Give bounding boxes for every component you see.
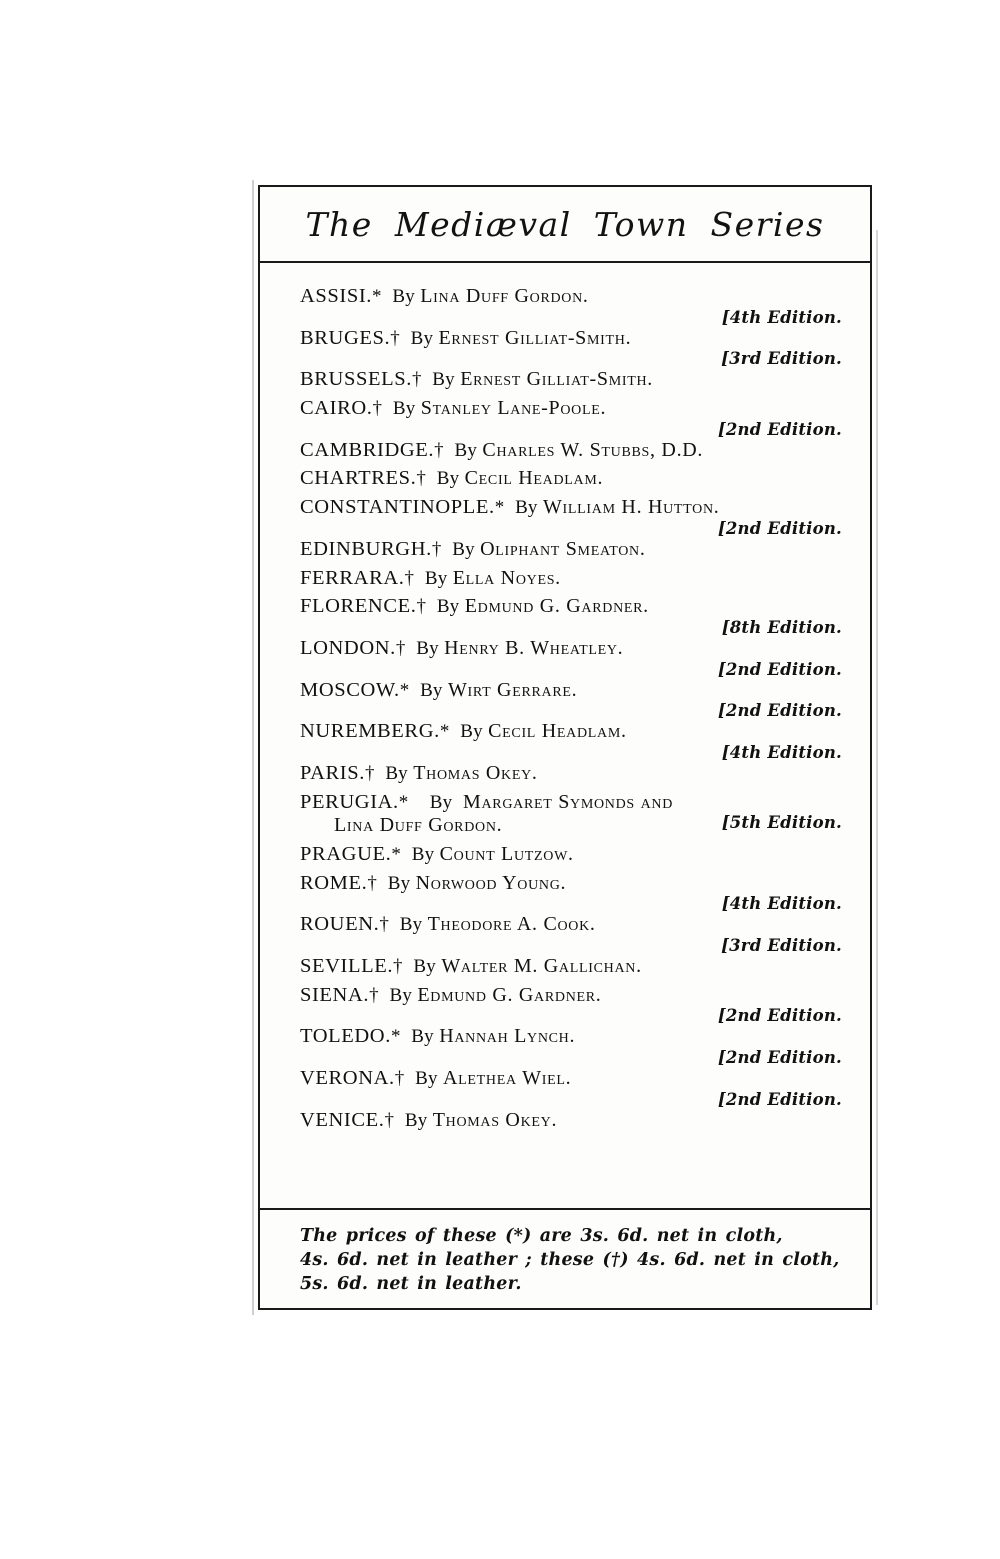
by-label: By bbox=[436, 596, 460, 618]
city-name: CHARTRES. bbox=[300, 467, 417, 490]
list-item bbox=[300, 565, 844, 592]
page-title-band bbox=[260, 187, 870, 263]
author-name: Thomas Okey. bbox=[432, 1108, 558, 1131]
by-label: By bbox=[420, 679, 443, 701]
by-label: By bbox=[424, 567, 448, 589]
by-label: By bbox=[515, 497, 538, 519]
by-label: By bbox=[389, 984, 413, 1006]
city-name: SEVILLE. bbox=[300, 955, 394, 978]
price-mark: † bbox=[416, 468, 427, 490]
by-label: By bbox=[429, 791, 453, 813]
author-name: Charles W. Stubbs, D.D. bbox=[482, 438, 704, 461]
edition-note: [4th Edition. bbox=[721, 894, 842, 914]
list-item bbox=[300, 718, 844, 762]
author-name: Margaret Symonds and bbox=[463, 790, 674, 813]
footnote-line-3: 5s. 6d. net in leather. bbox=[300, 1273, 522, 1294]
list-item bbox=[300, 953, 844, 980]
list-item bbox=[300, 789, 844, 839]
author-name: Thomas Okey. bbox=[413, 761, 538, 784]
price-mark: † bbox=[411, 369, 422, 391]
edition-note: [2nd Edition. bbox=[717, 419, 842, 439]
author-name: Count Lutzow. bbox=[439, 842, 574, 865]
by-label: By bbox=[385, 762, 408, 784]
list-item bbox=[300, 395, 844, 439]
city-name: VERONA. bbox=[300, 1067, 395, 1090]
price-mark: † bbox=[434, 439, 444, 461]
series-list bbox=[260, 263, 870, 1143]
list-item bbox=[300, 760, 844, 787]
city-name: CONSTANTINOPLE. bbox=[300, 496, 495, 519]
price-mark: * bbox=[399, 679, 410, 701]
price-mark: † bbox=[379, 914, 390, 936]
author-name: Theodore A. Cook. bbox=[427, 913, 596, 936]
scan-edge-right bbox=[876, 230, 878, 1305]
author-name: Oliphant Smeaton. bbox=[480, 537, 646, 560]
city-name: EDINBURGH. bbox=[300, 537, 432, 560]
author-name: Alethea Wiel. bbox=[443, 1067, 572, 1090]
by-label: By bbox=[452, 538, 475, 560]
list-item bbox=[300, 366, 844, 393]
list-item bbox=[300, 325, 844, 369]
city-name: BRUSSELS. bbox=[300, 368, 412, 391]
by-label: By bbox=[454, 439, 478, 461]
list-item bbox=[300, 465, 844, 492]
city-name: PERUGIA. bbox=[300, 790, 399, 813]
price-mark: * bbox=[372, 286, 382, 307]
author-name: Edmund G. Gardner. bbox=[464, 595, 649, 618]
author-name: Ernest Gilliat-Smith. bbox=[460, 368, 653, 391]
by-label: By bbox=[410, 327, 434, 349]
city-name: CAIRO. bbox=[300, 397, 373, 420]
by-label: By bbox=[411, 843, 435, 865]
list-item bbox=[300, 1065, 844, 1109]
list-item bbox=[300, 283, 844, 327]
footnote-line-1: The prices of these (*) are 3s. 6d. net in cloth, bbox=[300, 1225, 783, 1246]
city-name: FLORENCE. bbox=[300, 595, 417, 618]
edition-note: [2nd Edition. bbox=[717, 518, 842, 538]
list-item bbox=[300, 870, 844, 914]
book-page bbox=[258, 185, 872, 1310]
city-name: FERRARA. bbox=[300, 566, 405, 589]
scan-edge-left bbox=[252, 180, 254, 1315]
city-name: PARIS. bbox=[300, 761, 365, 784]
price-footnote bbox=[260, 1208, 870, 1308]
city-name: LONDON. bbox=[300, 636, 396, 659]
price-mark: * bbox=[494, 497, 505, 519]
list-item bbox=[300, 841, 844, 868]
city-name: ROUEN. bbox=[300, 913, 380, 936]
list-item bbox=[300, 437, 844, 464]
author-name-continued: Lina Duff Gordon. bbox=[334, 814, 503, 837]
list-item bbox=[300, 982, 844, 1026]
list-item bbox=[300, 635, 844, 679]
by-label: By bbox=[432, 369, 455, 391]
author-name: Henry B. Wheatley. bbox=[444, 636, 624, 659]
price-mark: † bbox=[384, 1109, 395, 1131]
by-label: By bbox=[416, 637, 439, 659]
by-label: By bbox=[436, 468, 460, 490]
edition-note: [2nd Edition. bbox=[717, 701, 842, 721]
edition-note: [3rd Edition. bbox=[721, 349, 842, 369]
edition-note: [4th Edition. bbox=[721, 307, 842, 327]
price-mark: * bbox=[398, 791, 409, 813]
city-name: PRAGUE. bbox=[300, 842, 392, 865]
list-item bbox=[300, 1107, 844, 1134]
list-item bbox=[300, 494, 844, 538]
author-name: Cecil Headlam. bbox=[464, 467, 604, 490]
edition-note: [2nd Edition. bbox=[717, 1006, 842, 1026]
city-name: MOSCOW. bbox=[300, 678, 400, 701]
price-mark: † bbox=[367, 872, 378, 894]
city-name: TOLEDO. bbox=[300, 1025, 391, 1048]
list-item bbox=[300, 1023, 844, 1067]
by-label: By bbox=[392, 398, 416, 420]
city-name: VENICE. bbox=[300, 1108, 385, 1131]
by-label: By bbox=[411, 1026, 434, 1048]
edition-note: [2nd Edition. bbox=[717, 1089, 842, 1109]
page-title: The Mediæval Town Series bbox=[305, 204, 825, 244]
list-item bbox=[300, 911, 844, 955]
edition-note: [4th Edition. bbox=[721, 742, 842, 762]
footnote-line-2: 4s. 6d. net in leather ; these (†) 4s. 6d. net in cloth, bbox=[300, 1249, 840, 1270]
author-name: Walter M. Gallichan. bbox=[441, 955, 642, 978]
price-mark: † bbox=[369, 984, 379, 1006]
city-name: SIENA. bbox=[300, 983, 370, 1006]
author-name: Edmund G. Gardner. bbox=[417, 983, 602, 1006]
list-item bbox=[300, 593, 844, 637]
by-label: By bbox=[404, 1109, 428, 1131]
price-mark: * bbox=[391, 843, 402, 865]
author-name: Hannah Lynch. bbox=[439, 1025, 576, 1048]
price-mark: † bbox=[390, 327, 400, 349]
price-mark: † bbox=[416, 596, 427, 618]
by-label: By bbox=[460, 721, 483, 743]
author-name: Ernest Gilliat-Smith. bbox=[438, 326, 632, 349]
price-mark: † bbox=[393, 956, 403, 978]
author-name: Ella Noyes. bbox=[452, 566, 561, 589]
city-name: ROME. bbox=[300, 871, 368, 894]
city-name: ASSISI. bbox=[300, 285, 372, 307]
author-name: Cecil Headlam. bbox=[488, 720, 627, 743]
list-item bbox=[300, 536, 844, 563]
by-label: By bbox=[415, 1068, 438, 1090]
by-label: By bbox=[399, 914, 423, 936]
by-label: By bbox=[392, 286, 415, 307]
city-name: BRUGES. bbox=[300, 326, 391, 349]
edition-note: [5th Edition. bbox=[721, 813, 842, 833]
list-item bbox=[300, 677, 844, 721]
price-mark: † bbox=[372, 398, 383, 420]
price-mark: * bbox=[439, 721, 450, 743]
author-name: Wirt Gerrare. bbox=[447, 678, 578, 701]
author-name: Stanley Lane-Poole. bbox=[420, 397, 607, 420]
by-label: By bbox=[413, 956, 436, 978]
price-mark: * bbox=[390, 1026, 401, 1048]
price-mark: † bbox=[394, 1068, 405, 1090]
price-mark: † bbox=[364, 762, 375, 784]
edition-note: [8th Edition. bbox=[721, 617, 842, 637]
edition-note: [2nd Edition. bbox=[717, 1048, 842, 1068]
author-name: William H. Hutton. bbox=[542, 496, 720, 519]
author-name: Lina Duff Gordon. bbox=[420, 285, 589, 307]
edition-note: [2nd Edition. bbox=[717, 659, 842, 679]
price-mark: † bbox=[395, 637, 406, 659]
price-mark: † bbox=[431, 538, 442, 560]
city-name: CAMBRIDGE. bbox=[300, 438, 435, 461]
author-name: Norwood Young. bbox=[415, 871, 567, 894]
city-name: NUREMBERG. bbox=[300, 720, 440, 743]
price-mark: † bbox=[404, 567, 415, 589]
edition-note: [3rd Edition. bbox=[721, 936, 842, 956]
by-label: By bbox=[387, 872, 411, 894]
